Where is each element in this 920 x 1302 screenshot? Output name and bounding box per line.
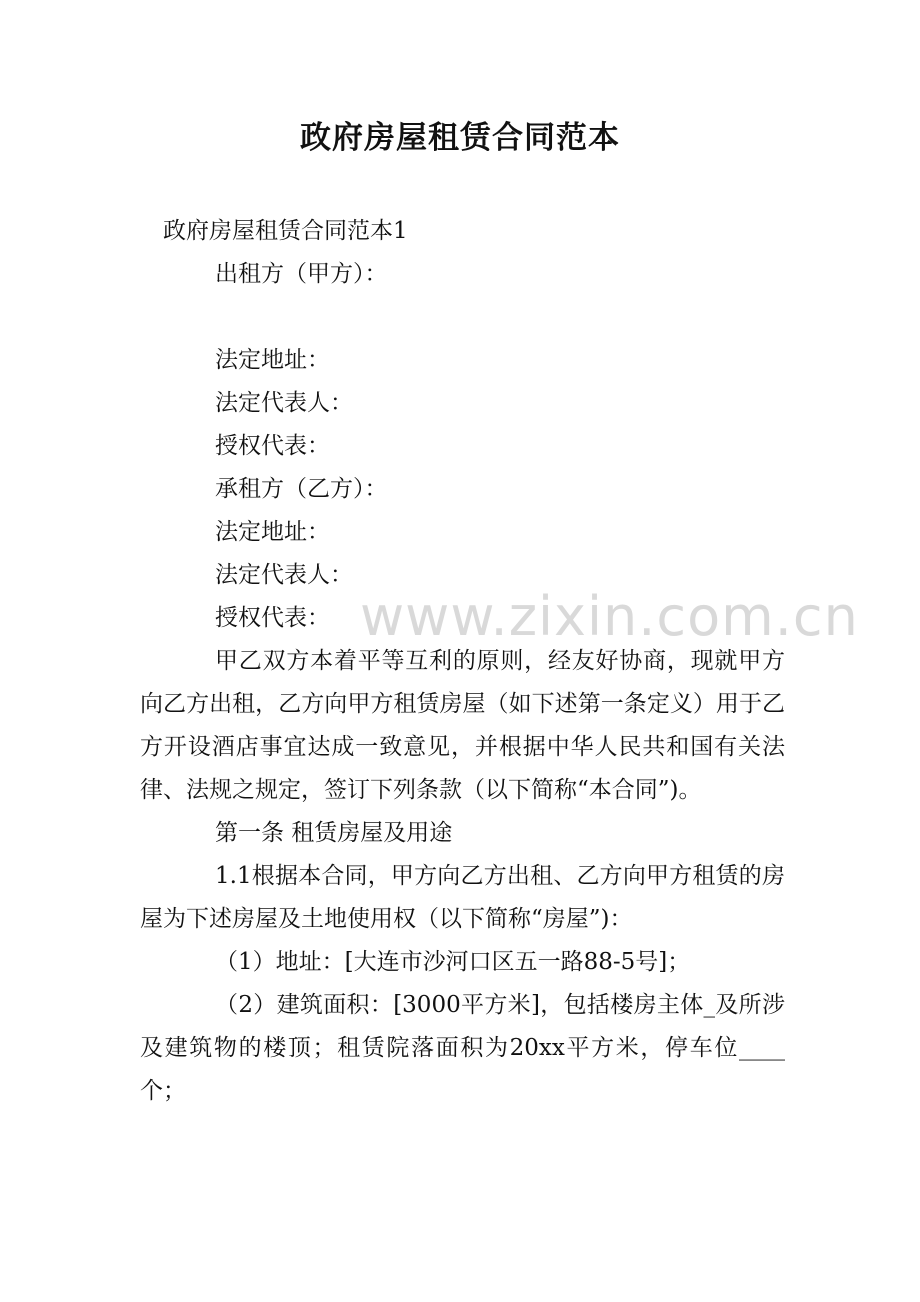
preamble-paragraph: 甲乙双方本着平等互利的原则，经友好协商，现就甲方向乙方出租，乙方向甲方租赁房屋（如下述第一条定义）用于乙方开设酒店事宜达成一致意见，并根据中华人民共和国有关法律、法规之规定，签订下列条款（以下简称“本合同”)。: [140, 648, 785, 803]
watermark: www.zixin.com.cn: [360, 585, 859, 648]
article-1-heading: 第一条 租赁房屋及用途: [215, 820, 453, 846]
party-a-representative: 法定代表人：: [215, 390, 353, 416]
party-b-representative: 法定代表人：: [215, 562, 353, 588]
document-title: 政府房屋租赁合同范本: [300, 120, 620, 156]
party-a-label: 出租方（甲方）：: [215, 261, 388, 287]
document-body: [140, 210, 785, 1113]
party-a-address: 法定地址：: [215, 347, 330, 373]
clause-1-1: 1.1根据本合同，甲方向乙方出租、乙方向甲方租赁的房屋为下述房屋及土地使用权（以下简称“房屋”)：: [140, 863, 785, 932]
party-b-agent: 授权代表：: [215, 605, 330, 631]
clause-item-2: （2）建筑面积：[3000平方米]，包括楼房主体_及所涉及建筑物的楼顶；租赁院落面积为20xx平方米，停车位____个；: [140, 992, 785, 1104]
party-a-agent: 授权代表：: [215, 433, 330, 459]
section-heading: 政府房屋租赁合同范本1: [163, 218, 408, 244]
party-b-address: 法定地址：: [215, 519, 330, 545]
blank-line: [140, 296, 785, 339]
party-b-label: 承租方（乙方）：: [215, 476, 388, 502]
clause-item-1: （1）地址：[大连市沙河口区五一路88-5号]；: [215, 949, 691, 975]
